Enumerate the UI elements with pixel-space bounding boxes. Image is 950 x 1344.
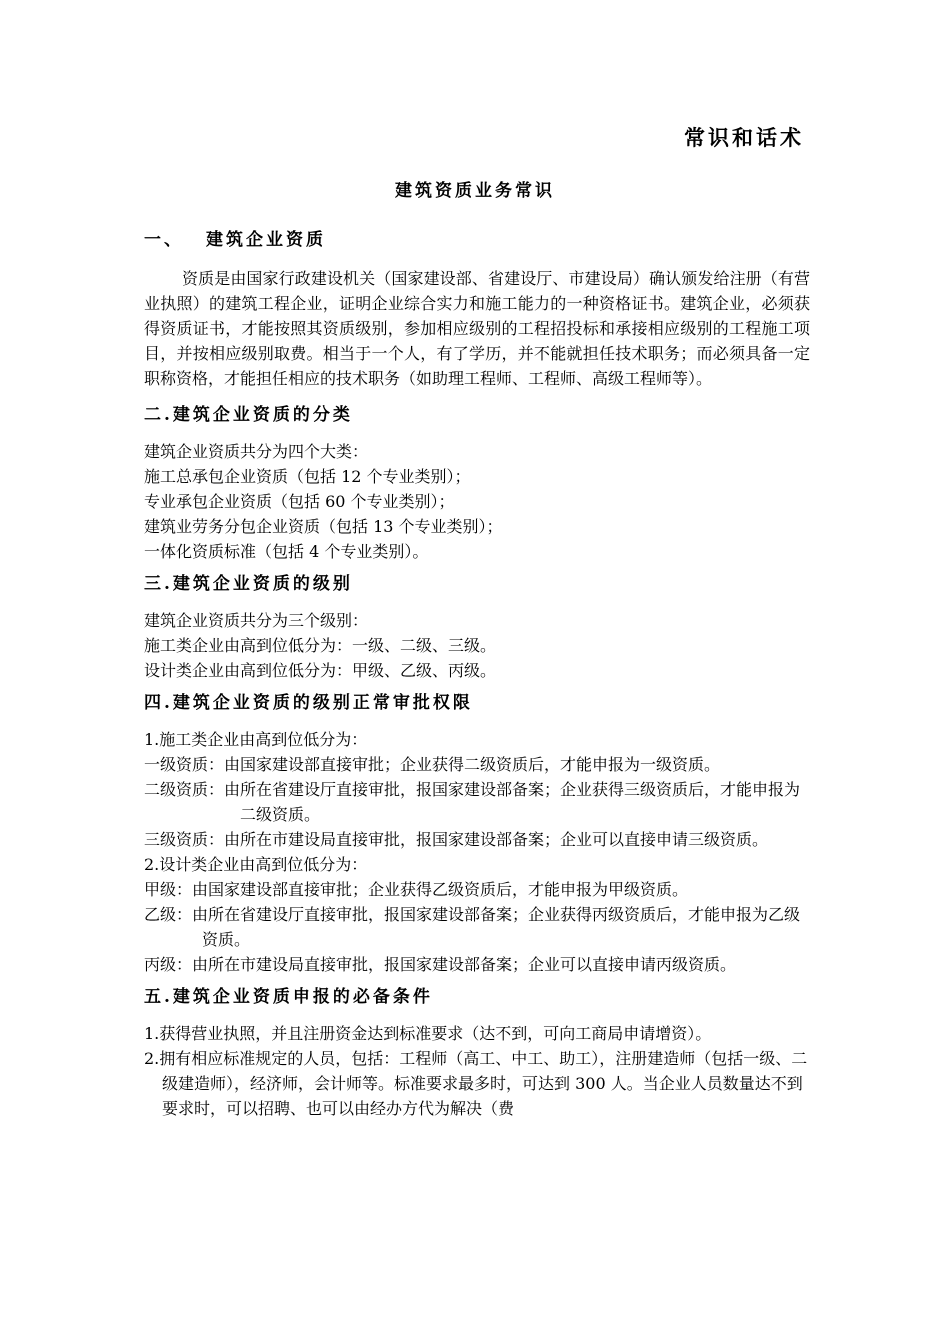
document-title: 建筑资质业务常识 <box>395 181 555 201</box>
corner-title: 常识和话术 <box>684 125 804 150</box>
level-1-rule: 一级资质：由国家建设部直接审批；企业获得二级资质后，才能申报为一级资质。 <box>144 755 721 774</box>
construction-heading: 1.施工类企业由高到位低分为： <box>144 730 368 749</box>
section-1-paragraph: 资质是由国家行政建设机关（国家建设部、省建设厅、市建设局）确认颁发给注册（有营业执照）的建筑工程企业，证明企业综合实力和施工能力的一种资格证书。建筑企业，必须获得资质证书，才能按照其资质级别，参加相应级别的工程招投标和承接相应级别的工程施工项目，并按相应级别取费。相当于一个人，有了学历，并不能就担任技术职务；而必须具备一定职称资格，才能担任相应的技术职务（如助理工程师、工程师、高级工程师等）。 <box>144 269 810 388</box>
section-3-line: 施工类企业由高到位低分为：一级、二级、三级。 <box>144 636 497 655</box>
section-2-line: 建筑业劳务分包企业资质（包括 13 个专业类别）； <box>144 517 503 536</box>
section-2-line: 一体化资质标准（包括 4 个专业类别）。 <box>144 542 429 561</box>
section-2-line: 建筑企业资质共分为四个大类： <box>144 442 369 461</box>
section-5-heading: 五.建筑企业资质申报的必备条件 <box>144 987 433 1007</box>
section-3-line: 设计类企业由高到位低分为：甲级、乙级、丙级。 <box>144 661 497 680</box>
grade-b-rule: 乙级：由所在省建设厅直接审批，报国家建设部备案；企业获得丙级资质后，才能申报为乙级资质。 <box>144 905 801 949</box>
section-1-heading <box>144 220 810 260</box>
section-3-heading: 三.建筑企业资质的级别 <box>144 574 353 594</box>
section-2-line: 专业承包企业资质（包括 60 个专业类别）； <box>144 492 455 511</box>
grade-c-rule: 丙级：由所在市建设局直接审批，报国家建设部备案；企业可以直接申请丙级资质。 <box>144 955 737 974</box>
design-heading: 2.设计类企业由高到位低分为： <box>144 855 368 874</box>
condition-2: 2.拥有相应标准规定的人员，包括：工程师（高工、中工、助工），注册建造师（包括一级、二级建造师），经济师，会计师等。标准要求最多时，可达到 300 人。当企业人员数量达不到要求时，可以招聘、也可以由经办方代为解决（费 <box>144 1049 808 1118</box>
section-1-number: 一、 <box>144 230 184 250</box>
grade-a-rule: 甲级：由国家建设部直接审批；企业获得乙级资质后，才能申报为甲级资质。 <box>144 880 689 899</box>
section-2-heading: 二.建筑企业资质的分类 <box>144 405 353 425</box>
condition-1: 1.获得营业执照，并且注册资金达到标准要求（达不到，可向工商局申请增资）。 <box>144 1024 712 1043</box>
section-3-line: 建筑企业资质共分为三个级别： <box>144 611 369 630</box>
section-2-line: 施工总承包企业资质（包括 12 个专业类别）； <box>144 467 471 486</box>
section-1-title: 建筑企业资质 <box>206 230 326 250</box>
document-body <box>144 220 810 1121</box>
section-4-heading: 四.建筑企业资质的级别正常审批权限 <box>144 693 473 713</box>
level-3-rule: 三级资质：由所在市建设局直接审批，报国家建设部备案；企业可以直接申请三级资质。 <box>144 830 769 849</box>
level-2-rule: 二级资质：由所在省建设厅直接审批，报国家建设部备案；企业获得三级资质后，才能申报为二级资质。 <box>144 780 801 824</box>
